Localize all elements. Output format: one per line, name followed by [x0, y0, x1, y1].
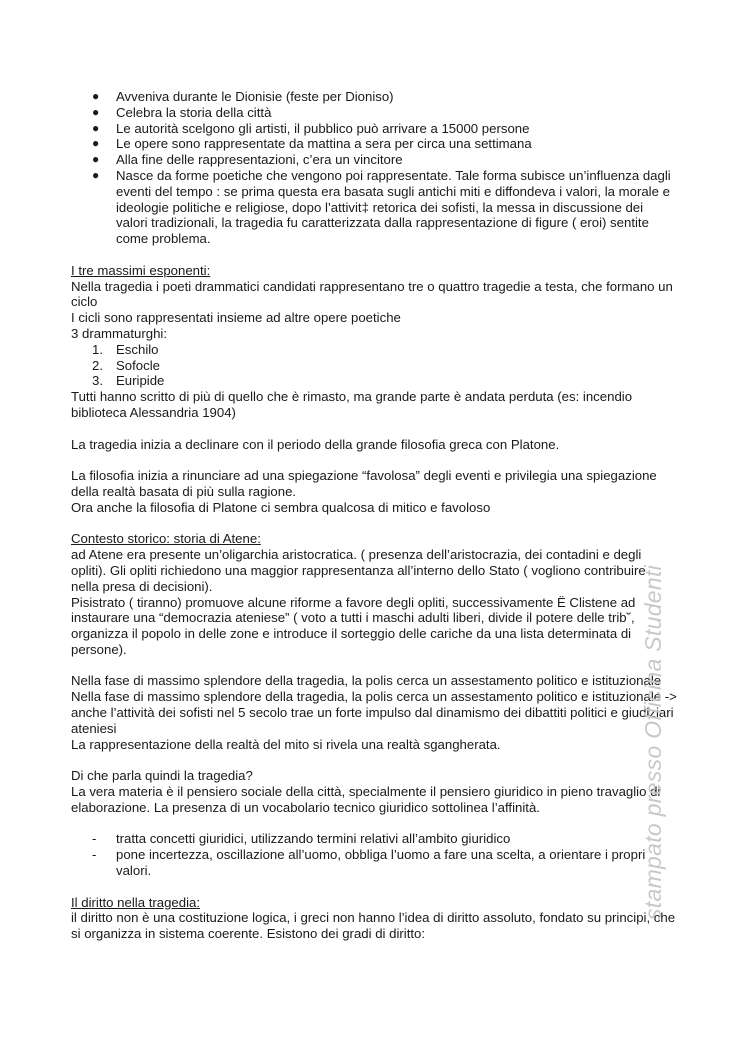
- paragraph: Tutti hanno scritto di più di quello che è rimasto, ma grande parte è andata perduta (es: incendio biblioteca Alessandria 1904): [71, 389, 633, 420]
- bullet-icon: ●: [92, 152, 100, 167]
- list-item: 2. Sofocle: [92, 357, 160, 373]
- dash-list: [71, 831, 677, 878]
- document-body: [71, 89, 677, 942]
- list-item: ● Avveniva durante le Dionisie (feste per Dioniso): [92, 89, 394, 104]
- bullet-icon: ●: [92, 136, 100, 151]
- paragraph: Nella fase di massimo splendore della tragedia, la polis cerca un assestamento politico e istituzionale -> anche l’attività dei sofisti nel 5 secolo trae un forte impulso dal dinamismo dei dibattiti politici e giudiziari ateniesi: [71, 689, 677, 736]
- paragraph: Pisistrato ( tiranno) promuove alcune riforme a favore degli opliti, successivamente Ë Clistene ad instaurare una “democrazia ateniese” ( voto a tutti i maschi adulti liberi, divide il potere delle trib˘, organizza il popolo in delle zone e introduce il sorteggio delle cariche da una lista determinata di persone).: [71, 594, 636, 657]
- paragraph: La vera materia è il pensiero sociale della città, specialmente il pensiero giuridico in pieno travaglio di elaborazione. La presenza di un vocabolario tecnico giuridico sottolinea l’affinità.: [71, 784, 661, 815]
- bullet-icon: ●: [92, 120, 100, 135]
- dramatists-list: [71, 342, 677, 389]
- list-item: ● Celebra la storia della città: [92, 104, 272, 120]
- list-number: 1.: [92, 341, 103, 357]
- bullet-icon: ●: [92, 89, 100, 103]
- paragraph: Nella tragedia i poeti drammatici candidati rappresentano tre o quattro tragedie a testa, che formano un ciclo: [71, 278, 673, 310]
- feature-bullet-list: [71, 89, 677, 247]
- paragraph: 3 drammaturghi:: [71, 325, 168, 341]
- section-heading-esponenti: I tre massimi esponenti:: [71, 262, 211, 278]
- paragraph: Di che parla quindi la tragedia?: [71, 768, 253, 784]
- list-item: ● Le opere sono rappresentate da mattina a sera per circa una settimana: [92, 136, 532, 152]
- bullet-icon: ●: [92, 167, 100, 182]
- list-item: - pone incertezza, oscillazione all’uomo, obbliga l’uomo a fare una scelta, a orientare i propri valori.: [92, 847, 646, 879]
- paragraph: La filosofia inizia a rinunciare ad una spiegazione “favolosa” degli eventi e privilegia una spiegazione della realtà basata di più sulla ragione.: [71, 468, 657, 499]
- list-item: 1. Eschilo: [92, 341, 159, 357]
- paragraph: Nella fase di massimo splendore della tragedia, la polis cerca un assestamento politico e istituzionale: [71, 673, 662, 689]
- paragraph: La rappresentazione della realtà del mito si rivela una realtà sgangherata.: [71, 736, 501, 752]
- list-item: 3. Euripide: [92, 373, 165, 389]
- list-item: ● Le autorità scelgono gli artisti, il pubblico può arrivare a 15000 persone: [92, 120, 530, 136]
- paragraph: I cicli sono rappresentati insieme ad altre opere poetiche: [71, 310, 401, 326]
- paragraph: ad Atene era presente un’oligarchia aristocratica. ( presenza dell’aristocrazia, dei contadini e degli opliti). Gli opliti richiedono una maggior rappresentanza all’interno dello Stato ( vogliono contribuire nella presa di decisioni).: [71, 547, 646, 594]
- list-item: - tratta concetti giuridici, utilizzando termini relativi all’ambito giuridico: [92, 831, 511, 847]
- paragraph: La tragedia inizia a declinare con il periodo della grande filosofia greca con Platone.: [71, 436, 560, 452]
- list-item: ● Nasce da forme poetiche che vengono poi rappresentate. Tale forma subisce un’influenza dagli eventi del tempo : se prima questa era basata sugli antichi miti e diffondeva i valori, la morale e ideologie politiche e religiose, dopo l’attivit‡ retorica dei sofisti, la messa in discussione dei valori tradizionali, la tragedia fu caratterizzata dalla rappresentazione di figure ( eroi) sentite come problema.: [92, 167, 671, 247]
- list-number: 2.: [92, 357, 103, 373]
- section-heading-diritto: Il diritto nella tragedia:: [71, 894, 201, 910]
- section-heading-contesto: Contesto storico: storia di Atene:: [71, 531, 261, 547]
- paragraph: il diritto non è una costituzione logica, i greci non hanno l’idea di diritto assoluto, fondato su principi, che si organizza in sistema coerente. Esistono dei gradi di diritto:: [71, 910, 676, 942]
- paragraph: Ora anche la filosofia di Platone ci sembra qualcosa di mitico e favoloso: [71, 499, 491, 515]
- list-item: ● Alla fine delle rappresentazioni, c’era un vincitore: [92, 152, 403, 168]
- dash-marker: -: [92, 847, 97, 863]
- watermark: stampato presso Officina Studenti: [640, 564, 666, 920]
- dash-marker: -: [92, 831, 97, 847]
- bullet-icon: ●: [92, 104, 100, 119]
- list-number: 3.: [92, 373, 103, 389]
